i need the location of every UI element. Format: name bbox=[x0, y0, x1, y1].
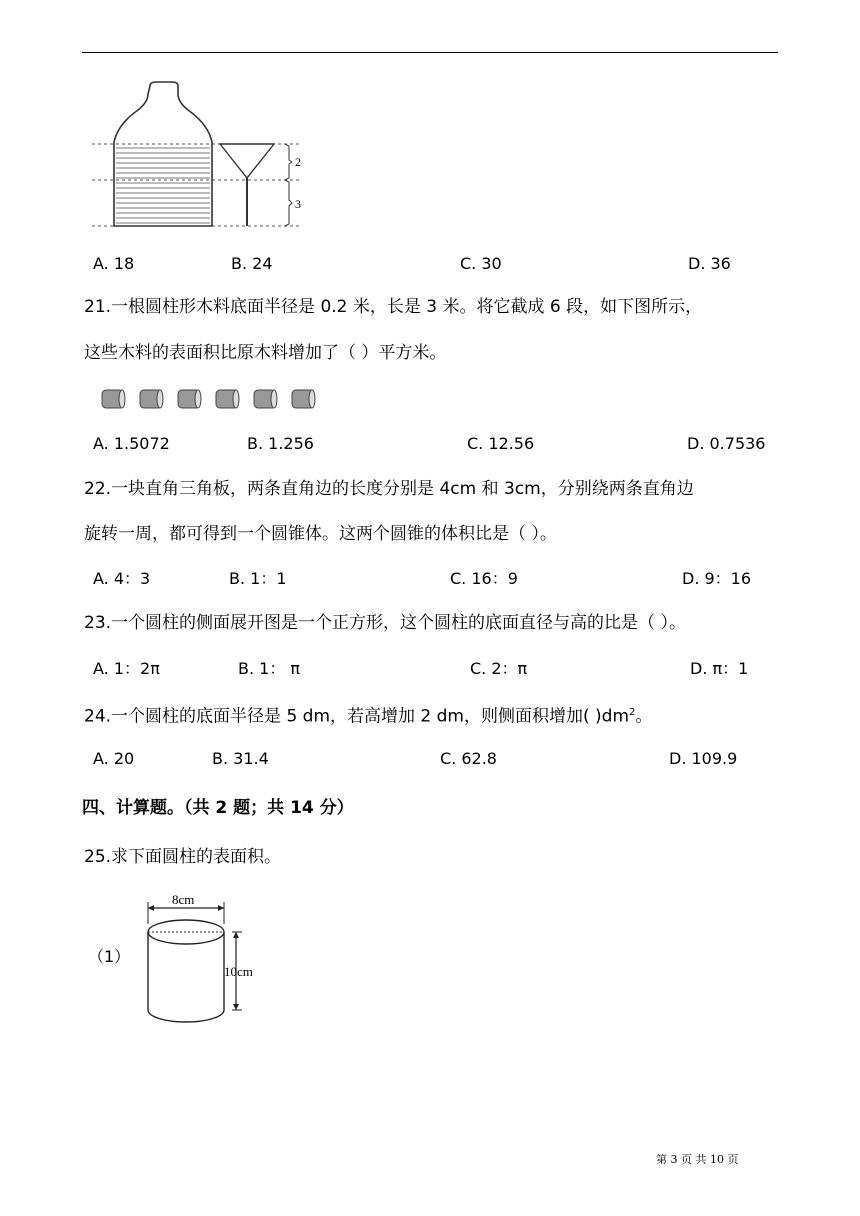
figure-label-2: 2 bbox=[295, 155, 301, 169]
q22-option-a[interactable]: A. 4：3 bbox=[93, 569, 151, 588]
figure-label-3: 3 bbox=[295, 197, 301, 211]
q21-option-d[interactable]: D. 0.7536 bbox=[687, 434, 766, 453]
q22-option-c[interactable]: C. 16：9 bbox=[450, 569, 518, 588]
q23-line1: 23.一个圆柱的侧面展开图是一个正方形，这个圆柱的底面直径与高的比是（ ）。 bbox=[84, 613, 686, 633]
q22-option-d[interactable]: D. 9：16 bbox=[682, 569, 752, 588]
q20-option-c[interactable]: C. 30 bbox=[460, 254, 502, 273]
q20-option-d[interactable]: D. 36 bbox=[688, 254, 731, 273]
header-rule bbox=[82, 52, 778, 53]
q25-text: 25.求下面圆柱的表面积。 bbox=[84, 847, 282, 867]
section-title: 四、计算题。（共 2 题；共 14 分） bbox=[82, 798, 354, 818]
q22-line2: 旋转一周，都可得到一个圆锥体。这两个圆锥的体积比是（ ）。 bbox=[84, 524, 557, 544]
q25-sub-label: （1） bbox=[88, 947, 131, 966]
wood-pieces-figure bbox=[98, 386, 338, 412]
q24-option-d[interactable]: D. 109.9 bbox=[669, 749, 738, 768]
q23-option-b[interactable]: B. 1： π bbox=[238, 659, 301, 678]
q22-line1: 22.一块直角三角板，两条直角边的长度分别是 4cm 和 3cm，分别绕两条直角边 bbox=[84, 479, 694, 499]
q23-option-a[interactable]: A. 1：2π bbox=[93, 659, 160, 678]
bottle-liquid bbox=[116, 148, 210, 223]
height-label: 10cm bbox=[224, 964, 253, 979]
bottle-glass-figure bbox=[92, 80, 312, 236]
q21-line2: 这些木料的表面积比原木料增加了（ ）平方米。 bbox=[84, 343, 447, 363]
q22-option-b[interactable]: B. 1：1 bbox=[229, 569, 287, 588]
q23-option-d[interactable]: D. π：1 bbox=[690, 659, 749, 678]
diameter-label: 8cm bbox=[172, 892, 195, 907]
cylinder-figure bbox=[138, 892, 278, 1028]
page-footer: 第 3 页 共 10 页 bbox=[656, 1153, 739, 1166]
q21-option-a[interactable]: A. 1.5072 bbox=[93, 434, 170, 453]
q21-option-b[interactable]: B. 1.256 bbox=[247, 434, 314, 453]
q21-line1: 21.一根圆柱形木料底面半径是 0.2 米，长是 3 米。将它截成 6 段，如下图所示， bbox=[84, 297, 703, 317]
q24-option-c[interactable]: C. 62.8 bbox=[440, 749, 497, 768]
q20-option-b[interactable]: B. 24 bbox=[231, 254, 273, 273]
q24-option-b[interactable]: B. 31.4 bbox=[212, 749, 269, 768]
q23-option-c[interactable]: C. 2：π bbox=[470, 659, 528, 678]
q24-line1: 24.一个圆柱的底面半径是 5 dm，若高增加 2 dm，则侧面积增加( )$dm^2$。 bbox=[84, 706, 653, 727]
q20-option-a[interactable]: A. 18 bbox=[93, 254, 135, 273]
q21-option-c[interactable]: C. 12.56 bbox=[467, 434, 535, 453]
q24-option-a[interactable]: A. 20 bbox=[93, 749, 135, 768]
